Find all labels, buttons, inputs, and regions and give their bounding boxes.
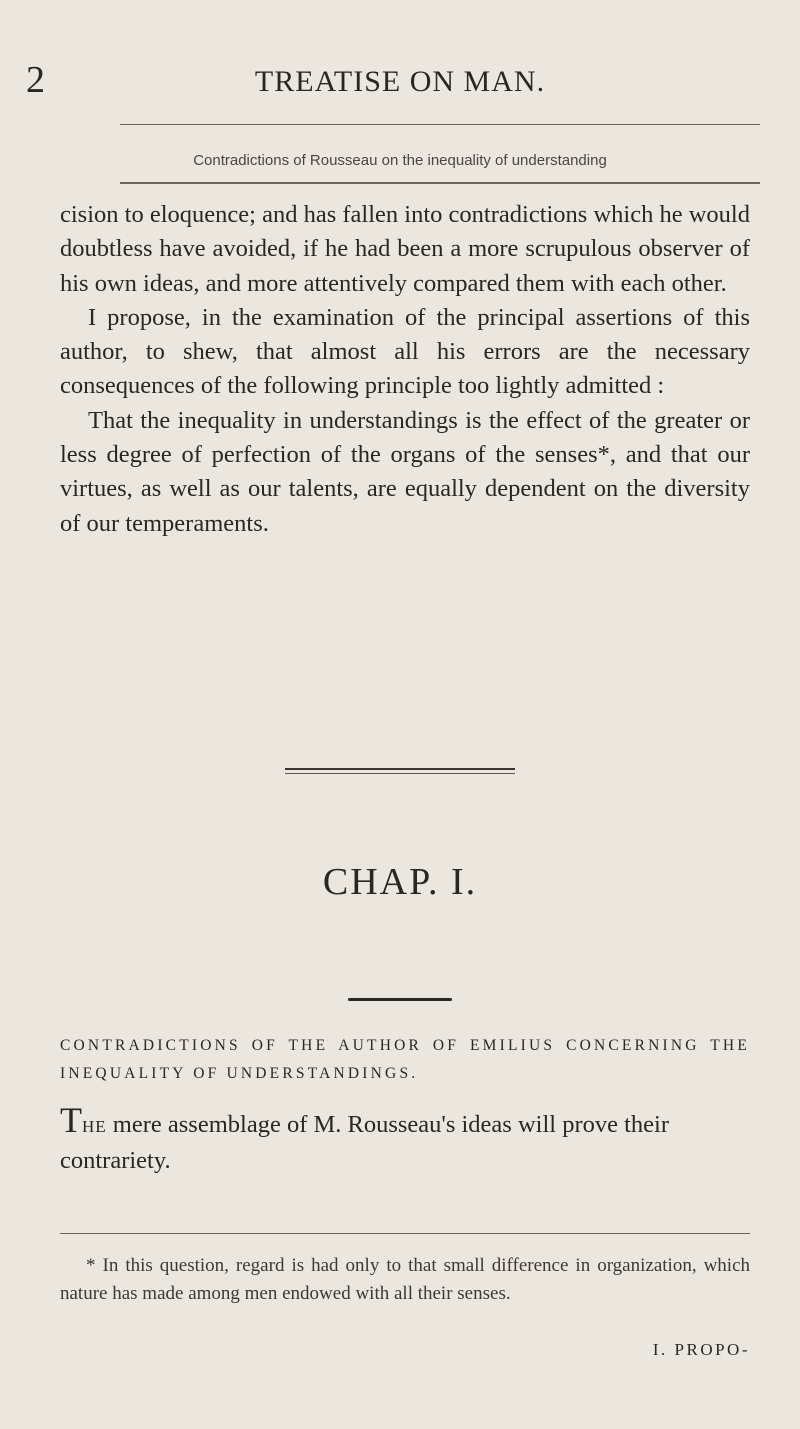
header-rule-bottom [120, 182, 760, 184]
header-rule-top [120, 124, 760, 125]
separator-rule [285, 768, 515, 770]
running-title: TREATISE ON MAN. [254, 65, 546, 98]
footnote [60, 1252, 750, 1308]
page-header [0, 60, 800, 110]
chapter-paragraph [60, 1100, 750, 1178]
chapter-subtitle [60, 1032, 750, 1088]
first-word-rest: HE [82, 1117, 107, 1136]
ornament-rule [348, 998, 452, 1001]
catchword: I. PROPO- [652, 1340, 750, 1359]
chapter-subtitle-text: CONTRADICTIONS OF THE AUTHOR OF EMILIUS CONCERNING THE INEQUALITY OF UNDERSTANDINGS. [60, 1037, 750, 1082]
separator-rule [285, 773, 515, 774]
footnote-text: * In this question, regard is had only to that small difference in organization, which nature has made among men endowed with all their senses. [60, 1255, 750, 1304]
section-head: Contradictions of Rousseau on the inequality of understanding [193, 152, 607, 169]
chapter-paragraph-text: mere assemblage of M. Rousseau's ideas will prove their contrariety. [60, 1111, 669, 1174]
page-number: 2 [26, 59, 45, 101]
paragraph: I propose, in the examination of the principal assertions of this author, to shew, that almost all his errors are the necessary consequences of the following principle too lightly admitted : [60, 303, 750, 400]
chapter-title: CHAP. I. [322, 861, 478, 903]
chapter-text [60, 1100, 750, 1178]
paragraph: cision to eloquence; and has fallen into contradictions which he would doubtless have avoided, if he had been a more scrupulous observer of his own ideas, and more attentively compared them with each other. [60, 201, 750, 297]
body-text [60, 198, 750, 541]
drop-cap: T [60, 1100, 82, 1140]
paragraph: That the inequality in understandings is the effect of the greater or less degree of perfection of the organs of the senses*, and that our virtues, as well as our talents, are equally dependent on the diversity of our temperaments. [60, 406, 750, 537]
footnote-rule [60, 1233, 750, 1234]
